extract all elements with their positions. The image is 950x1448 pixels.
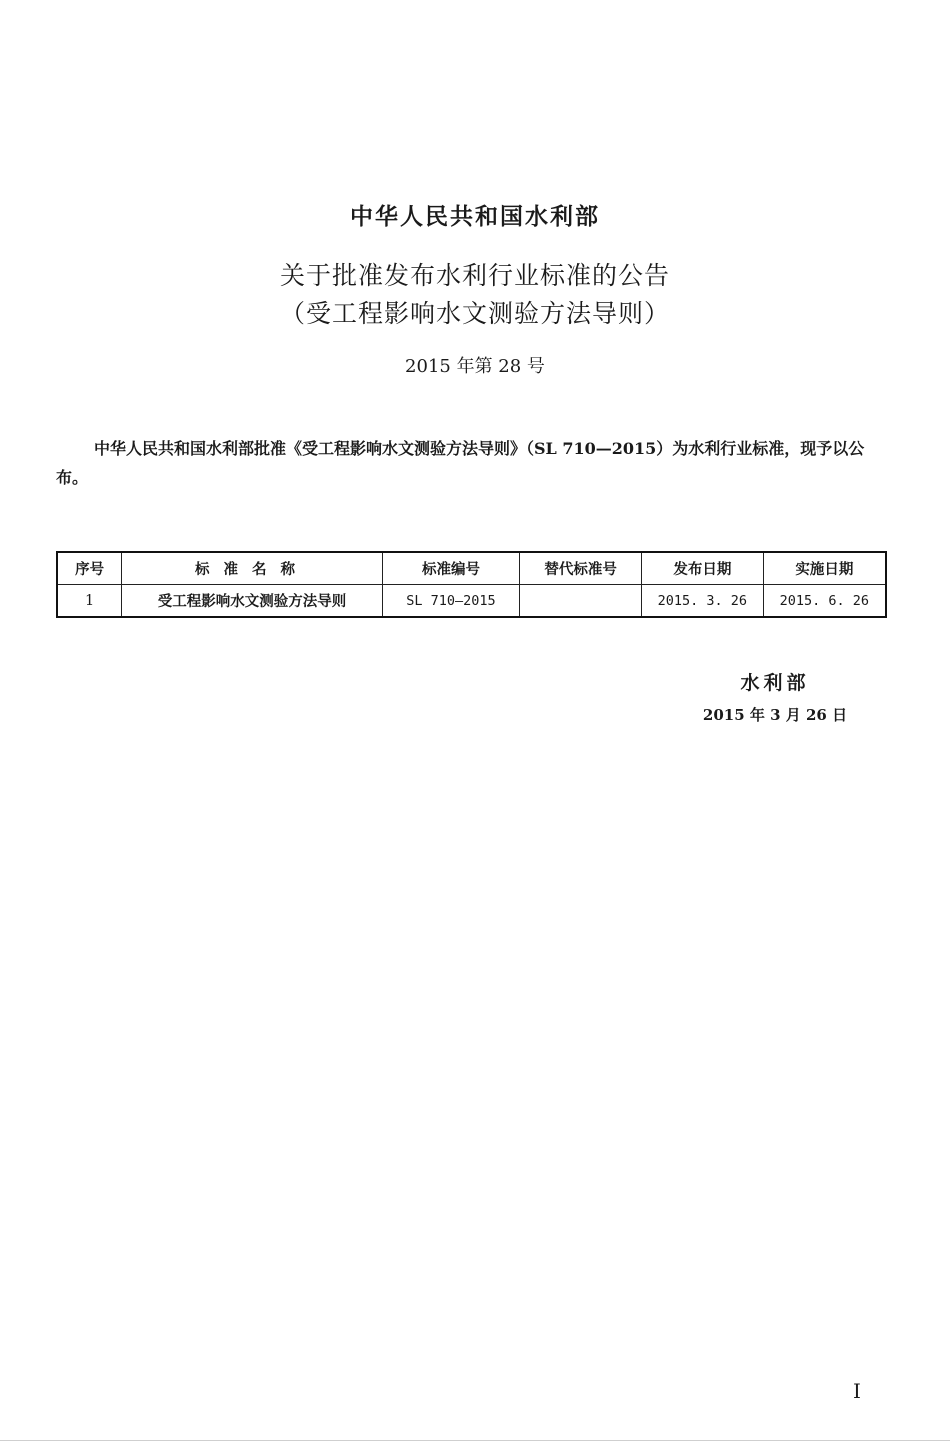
table-header-row	[57, 552, 886, 585]
header-release-date: 发布日期	[641, 552, 763, 585]
cell-standard-code: SL 710—2015	[382, 585, 520, 618]
cell-index: 1	[57, 585, 122, 618]
header-standard-name: 标准名称	[122, 552, 382, 585]
standards-table	[56, 551, 887, 618]
cell-release-date: 2015. 3. 26	[641, 585, 763, 618]
signer-name: 水利部	[740, 672, 810, 694]
header-standard-code: 标准编号	[382, 552, 520, 585]
signature-date: 2015 年 3 月 26 日	[702, 706, 848, 724]
table-row	[57, 585, 886, 618]
document-number: 2015 年第 28 号	[405, 356, 545, 377]
announcement-title: 关于批准发布水利行业标准的公告	[279, 261, 670, 290]
announcement-subtitle: （受工程影响水文测验方法导则）	[279, 299, 670, 328]
announcement-body: 中华人民共和国水利部批准《受工程影响水文测验方法导则》（SL 710—2015）为水利行业标准，现予以公布。	[56, 439, 865, 487]
page-bottom-divider	[0, 1440, 950, 1441]
header-effective-date: 实施日期	[763, 552, 886, 585]
cell-standard-name: 受工程影响水文测验方法导则	[122, 585, 382, 618]
header-replaces: 替代标准号	[520, 552, 642, 585]
header-index: 序号	[57, 552, 122, 585]
cell-replaces	[520, 585, 642, 618]
cell-effective-date: 2015. 6. 26	[763, 585, 886, 618]
page-number: I	[853, 1379, 861, 1403]
ministry-name: 中华人民共和国水利部	[350, 203, 600, 230]
